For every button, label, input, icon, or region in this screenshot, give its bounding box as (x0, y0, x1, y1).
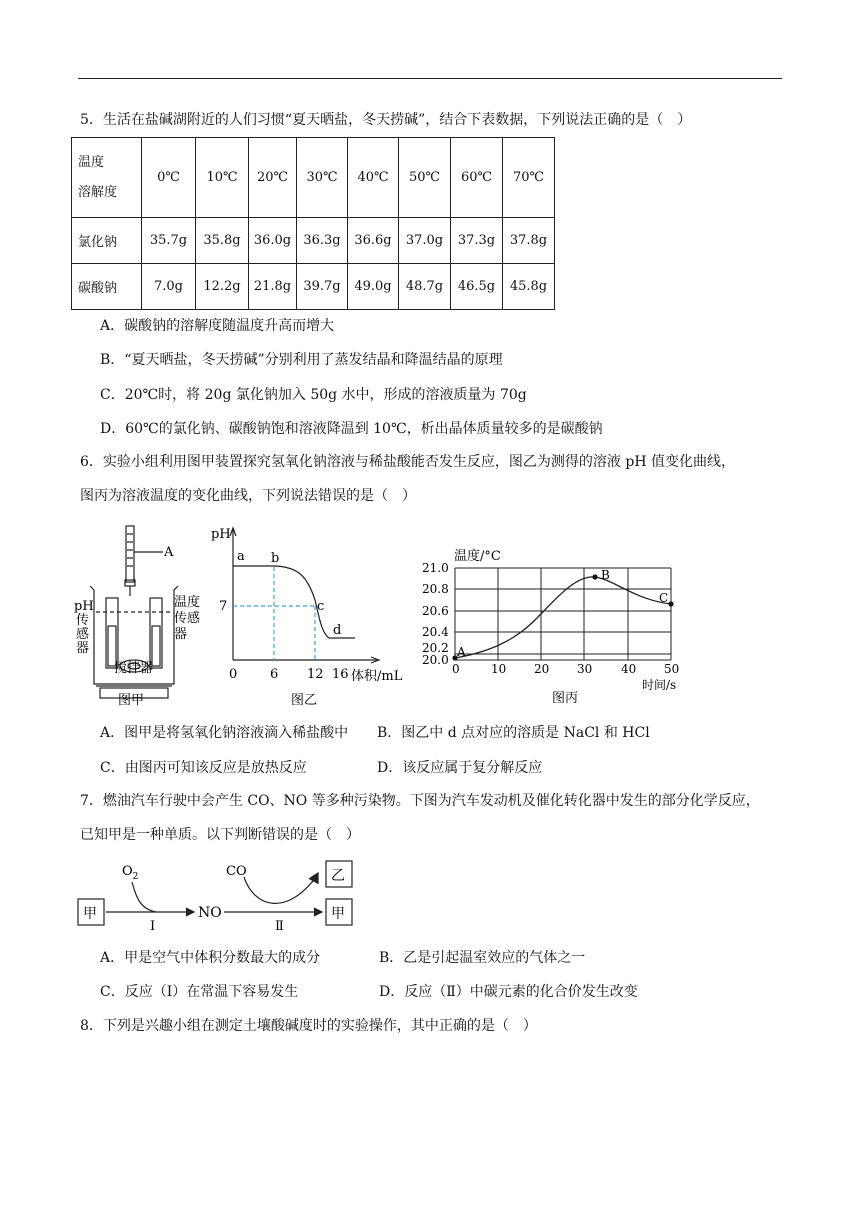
ph-point-d: d (333, 623, 342, 638)
value-cell: 45.8g (503, 264, 555, 310)
ph-sensor-label-1: pH (74, 599, 94, 614)
q7-stem-line1: 7．燃油汽车行驶中会产生 CO、NO 等多种污染物。下图为汽车发动机及催化转化器中发生的部分化学反应， (80, 793, 760, 809)
q7-option-a: A．甲是空气中体积分数最大的成分 (100, 950, 321, 966)
ph-tick-7: 7 (219, 599, 228, 614)
o2-curve (132, 882, 156, 912)
ph-sensor-label-4: 器 (76, 641, 90, 656)
label-a: A (164, 545, 174, 560)
temp-tick: 20.2 (422, 641, 449, 655)
q7-option-b: B．乙是引起温室效应的气体之一 (379, 950, 586, 966)
header-top: 温度 (78, 154, 105, 170)
temp-cell: 30℃ (297, 138, 348, 218)
temperature-curve-figure (420, 540, 690, 712)
q6-stem-line2: 图丙为溶液温度的变化曲线，下列说法错误的是（ ） (80, 488, 416, 504)
label-reaction-i: Ⅰ (150, 919, 156, 934)
temp-cell: 60℃ (451, 138, 503, 218)
q5-option-b: B．“夏天晒盐，冬天捞碱”分别利用了蒸发结晶和降温结晶的原理 (100, 352, 503, 368)
temp-x-tick: 30 (577, 662, 593, 676)
value-cell: 35.8g (196, 218, 249, 264)
temp-point-a: A (457, 645, 466, 659)
value-cell: 37.3g (451, 218, 503, 264)
ph-y-label: pH (211, 527, 231, 542)
temp-x-tick: 20 (534, 662, 550, 676)
label-yi: 乙 (331, 868, 345, 884)
stirrer-label: 搅拌器 (114, 661, 154, 676)
row-name: 氯化钠 (72, 218, 142, 264)
value-cell: 37.0g (399, 218, 451, 264)
q7-option-d: D．反应（Ⅱ）中碳元素的化合价发生改变 (379, 984, 638, 1000)
value-cell: 12.2g (196, 264, 249, 310)
temp-sensor-label-2: 传感 (174, 611, 200, 626)
table-corner-header (72, 138, 142, 218)
temp-cell: 40℃ (348, 138, 399, 218)
ph-curve-figure (205, 520, 415, 712)
ph-x-label: 体积/mL (351, 669, 403, 684)
caption-bing: 图丙 (552, 691, 579, 706)
ph-point-a: a (237, 549, 245, 564)
q5-stem: 5．生活在盐碱湖附近的人们习惯“夏天晒盐，冬天捞碱”，结合下表数据，下列说法正确的是（ ） (80, 112, 692, 128)
temp-cell: 70℃ (503, 138, 555, 218)
ph-tick-0: 0 (229, 667, 238, 682)
header-bottom: 溶解度 (78, 184, 118, 200)
value-cell: 35.7g (142, 218, 196, 264)
temp-sensor-label-1: 温度 (174, 595, 200, 610)
temp-point-b-dot (592, 574, 597, 579)
q7-option-c: C．反应（Ⅰ）在常温下容易发生 (100, 984, 299, 1000)
label-jia-right: 甲 (331, 906, 345, 922)
ph-tick-6: 6 (270, 667, 279, 682)
ph-tick-16: 16 (332, 667, 349, 682)
ph-sensor-label-2: 传 (76, 613, 90, 628)
q6-option-b: B．图乙中 d 点对应的溶质是 NaCl 和 HCl (377, 725, 650, 741)
q6-option-a: A．图甲是将氢氧化钠溶液滴入稀盐酸中 (100, 725, 349, 741)
caption-yi: 图乙 (291, 693, 318, 708)
ph-point-c: c (317, 599, 325, 614)
label-o2: $O_2$ (122, 864, 139, 882)
label-jia-left: 甲 (83, 906, 97, 922)
temp-x-tick: 50 (664, 662, 680, 676)
temp-tick: 20.4 (422, 625, 449, 639)
value-cell: 49.0g (348, 264, 399, 310)
value-cell: 36.3g (297, 218, 348, 264)
temp-x-label: 时间/s (642, 678, 677, 692)
value-cell: 21.8g (249, 264, 297, 310)
label-co: CO (226, 864, 247, 879)
q5-option-d: D．60℃的氯化钠、碳酸钠饱和溶液降温到 10℃，析出晶体质量较多的是碳酸钠 (100, 421, 603, 437)
temp-grid (455, 568, 671, 660)
temp-x-tick: 40 (621, 662, 637, 676)
temp-sensor-label-3: 器 (174, 627, 188, 642)
temp-point-c: C (659, 591, 669, 605)
q5-option-c: C．20℃时，将 20g 氯化钠加入 50g 水中，形成的溶液质量为 70g (100, 387, 527, 403)
temp-cell: 20℃ (249, 138, 297, 218)
temp-y-label: 温度/°C (454, 549, 501, 564)
value-cell: 39.7g (297, 264, 348, 310)
label-reaction-ii: Ⅱ (275, 919, 284, 934)
q6-option-c: C．由图丙可知该反应是放热反应 (100, 760, 307, 776)
ph-point-b: b (271, 551, 280, 566)
value-cell: 36.6g (348, 218, 399, 264)
q5-option-a: A．碳酸钠的溶解度随温度升高而增大 (100, 318, 335, 334)
q8-stem: 8．下列是兴趣小组在测定土壤酸碱度时的实验操作，其中正确的是（ ） (80, 1018, 537, 1034)
value-cell: 37.8g (503, 218, 555, 264)
temp-x-tick: 10 (491, 662, 507, 676)
table-row (72, 264, 555, 310)
ph-sensor-label-3: 感 (76, 627, 90, 642)
value-cell: 7.0g (142, 264, 196, 310)
temp-cell: 0℃ (142, 138, 196, 218)
temp-cell: 10℃ (196, 138, 249, 218)
q7-stem-line2: 已知甲是一种单质。以下判断错误的是（ ） (80, 827, 360, 843)
solubility-table (71, 137, 555, 310)
caption-jia: 图甲 (118, 693, 145, 708)
value-cell: 36.0g (249, 218, 297, 264)
value-cell: 46.5g (451, 264, 503, 310)
q6-option-d: D．该反应属于复分解反应 (377, 760, 543, 776)
temp-cell: 50℃ (399, 138, 451, 218)
temp-point-b: B (601, 568, 610, 582)
temp-tick: 20.8 (422, 582, 449, 596)
reaction-diagram (76, 857, 376, 935)
temp-tick: 20.0 (422, 653, 449, 667)
temp-x-tick: 0 (452, 662, 460, 676)
row-name: 碳酸钠 (72, 264, 142, 310)
ph-tick-12: 12 (307, 667, 324, 682)
header-rule (78, 78, 782, 79)
q6-stem-line1: 6．实验小组利用图甲装置探究氢氧化钠溶液与稀盐酸能否发生反应，图乙为测得的溶液 pH 值变化曲线， (80, 454, 735, 470)
table-row (72, 218, 555, 264)
value-cell: 48.7g (399, 264, 451, 310)
temp-tick: 21.0 (422, 561, 449, 575)
co-curve (244, 877, 316, 903)
apparatus-figure (70, 516, 200, 716)
temp-tick: 20.6 (422, 604, 449, 618)
label-no: NO (198, 905, 222, 921)
temp-point-c-dot (668, 601, 673, 606)
